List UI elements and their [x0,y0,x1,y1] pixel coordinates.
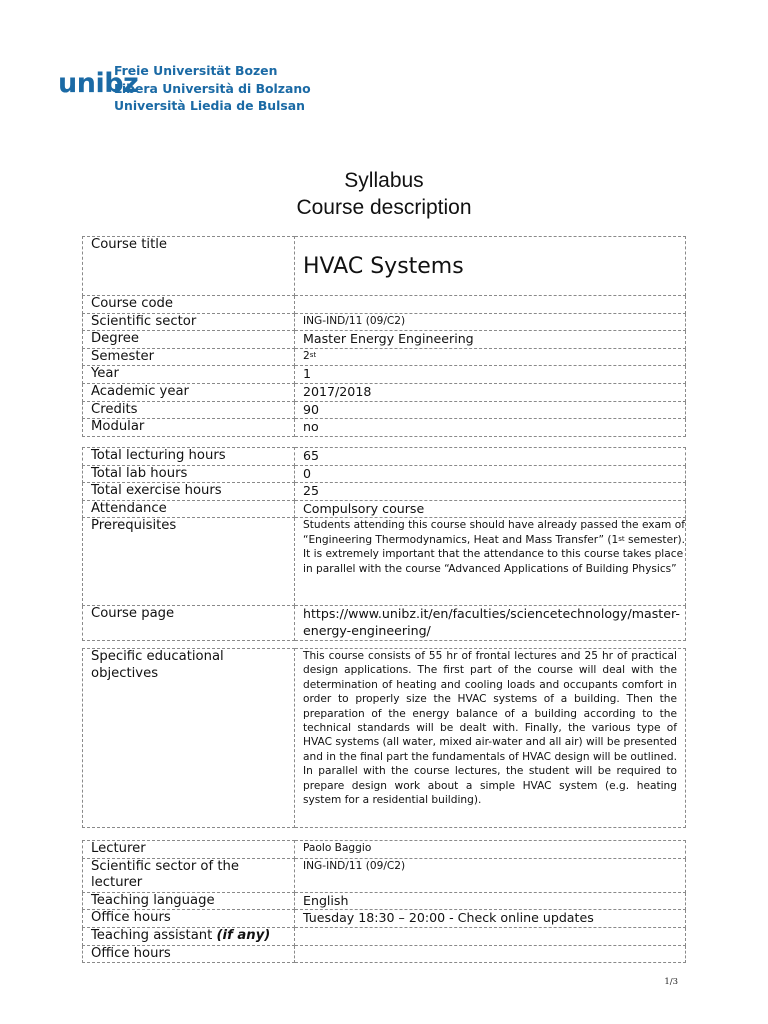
table-row [83,483,686,501]
year-value: 1 [295,366,686,384]
logo-university-names [114,62,354,115]
course-info-table [82,236,686,437]
course-page-label: Course page [83,606,295,640]
hours-table [82,447,686,641]
office-hours-value: Tuesday 18:30 – 20:00 - Check online updates [295,910,686,928]
course-code-label: Course code [83,296,295,314]
exercise-hours-value: 25 [295,483,686,501]
course-title-label: Course title [83,237,295,296]
table-row [83,841,686,859]
degree-label: Degree [83,331,295,349]
semester-suffix: st [309,350,317,359]
table-row [83,383,686,401]
table-row [83,419,686,437]
table-row [83,500,686,518]
table-row [83,237,686,296]
page-number: 1/3 [664,977,678,987]
objectives-label: Specific educational objectives [83,649,295,828]
semester-label: Semester [83,348,295,366]
course-page-value [295,606,686,640]
prerequisites-label: Prerequisites [83,518,295,606]
lab-hours-label: Total lab hours [83,465,295,483]
logo-line-ladin: Università Liedia de Bulsan [114,98,305,113]
table-row [83,465,686,483]
logo-line-german: Freie Universität Bozen [114,63,278,78]
teaching-assistant-note: (if any) [216,927,271,943]
attendance-label: Attendance [83,500,295,518]
prerequisites-text-1: Students attending this course should have already passed the exam of “Engineering Thermodynamics, Heat and Mass Transfer” (1 [303,519,685,546]
modular-label: Modular [83,419,295,437]
semester-value [295,348,686,366]
scientific-sector-value: ING-IND/11 (09/C2) [295,313,686,331]
table-row [83,858,686,892]
assistant-office-hours-value [295,945,686,963]
teaching-language-value: English [295,892,686,910]
lecturer-value: Paolo Baggio [295,841,686,859]
table-row [83,366,686,384]
office-hours-label: Office hours [83,910,295,928]
course-page-link[interactable]: https://www.unibz.it/en/faculties/sciencetechnology/master-energy-engineering/ [303,606,680,638]
table-row [83,331,686,349]
semester-number: 2 [303,349,310,362]
table-row [83,518,686,606]
lecturer-sector-value: ING-IND/11 (09/C2) [295,858,686,892]
table-row [83,401,686,419]
teaching-assistant-label [83,927,295,945]
table-row [83,649,686,828]
table-row [83,945,686,963]
academic-year-label: Academic year [83,383,295,401]
teaching-assistant-text: Teaching assistant [91,927,217,943]
table-row [83,606,686,640]
prerequisites-value [295,518,686,606]
lab-hours-value: 0 [295,465,686,483]
credits-value: 90 [295,401,686,419]
prerequisites-text-3: It is extremely important that the attendance to this course takes place in parallel with the course “Advanced Applications of Building Physics” [303,548,684,575]
table-row [83,892,686,910]
objectives-table [82,648,686,828]
year-label: Year [83,366,295,384]
credits-label: Credits [83,401,295,419]
degree-value: Master Energy Engineering [295,331,686,349]
assistant-office-hours-label: Office hours [83,945,295,963]
course-code-value [295,296,686,314]
lecturer-sector-label: Scientific sector of the lecturer [83,858,295,892]
logo-line-italian: Libera Università di Bolzano [114,80,311,96]
attendance-value: Compulsory course [295,500,686,518]
lecturer-label: Lecturer [83,841,295,859]
prerequisites-text-2: semester). [624,533,685,546]
course-title: HVAC Systems [303,254,464,279]
table-row [83,927,686,945]
prerequisites-sup: st [618,534,625,543]
table-row [83,296,686,314]
teaching-assistant-value [295,927,686,945]
course-title-cell [295,237,686,296]
academic-year-value: 2017/2018 [295,383,686,401]
staff-table [82,840,686,963]
objectives-text: This course consists of 55 hr of frontal lectures and 25 hr of practical design applications. The first part of the course will deal with the determination of heating and cooling loads and occupants comfort in order to properly size the HVAC systems of a building. Then the preparation of the energy balance of a building according to the technical standards will be dealt with. Finally, the various type of HVAC systems (all water, mixed air-water and all air) will be presented and in the final part the fundamentals of HVAC design will be outlined. In parallel with the course lectures, the student will be required to prepare design work about a simple HVAC system (e.g. heating system for a residential building). [295,649,686,828]
modular-value: no [295,419,686,437]
heading-course-description: Course description [296,196,472,219]
logo-wordmark: unibz [58,68,139,99]
teaching-language-label: Teaching language [83,892,295,910]
lecturing-hours-value: 65 [295,448,686,466]
heading-syllabus: Syllabus [344,169,424,192]
table-row [83,348,686,366]
table-row [83,910,686,928]
scientific-sector-label: Scientific sector [83,313,295,331]
lecturing-hours-label: Total lecturing hours [83,448,295,466]
exercise-hours-label: Total exercise hours [83,483,295,501]
table-row [83,313,686,331]
table-row [83,448,686,466]
